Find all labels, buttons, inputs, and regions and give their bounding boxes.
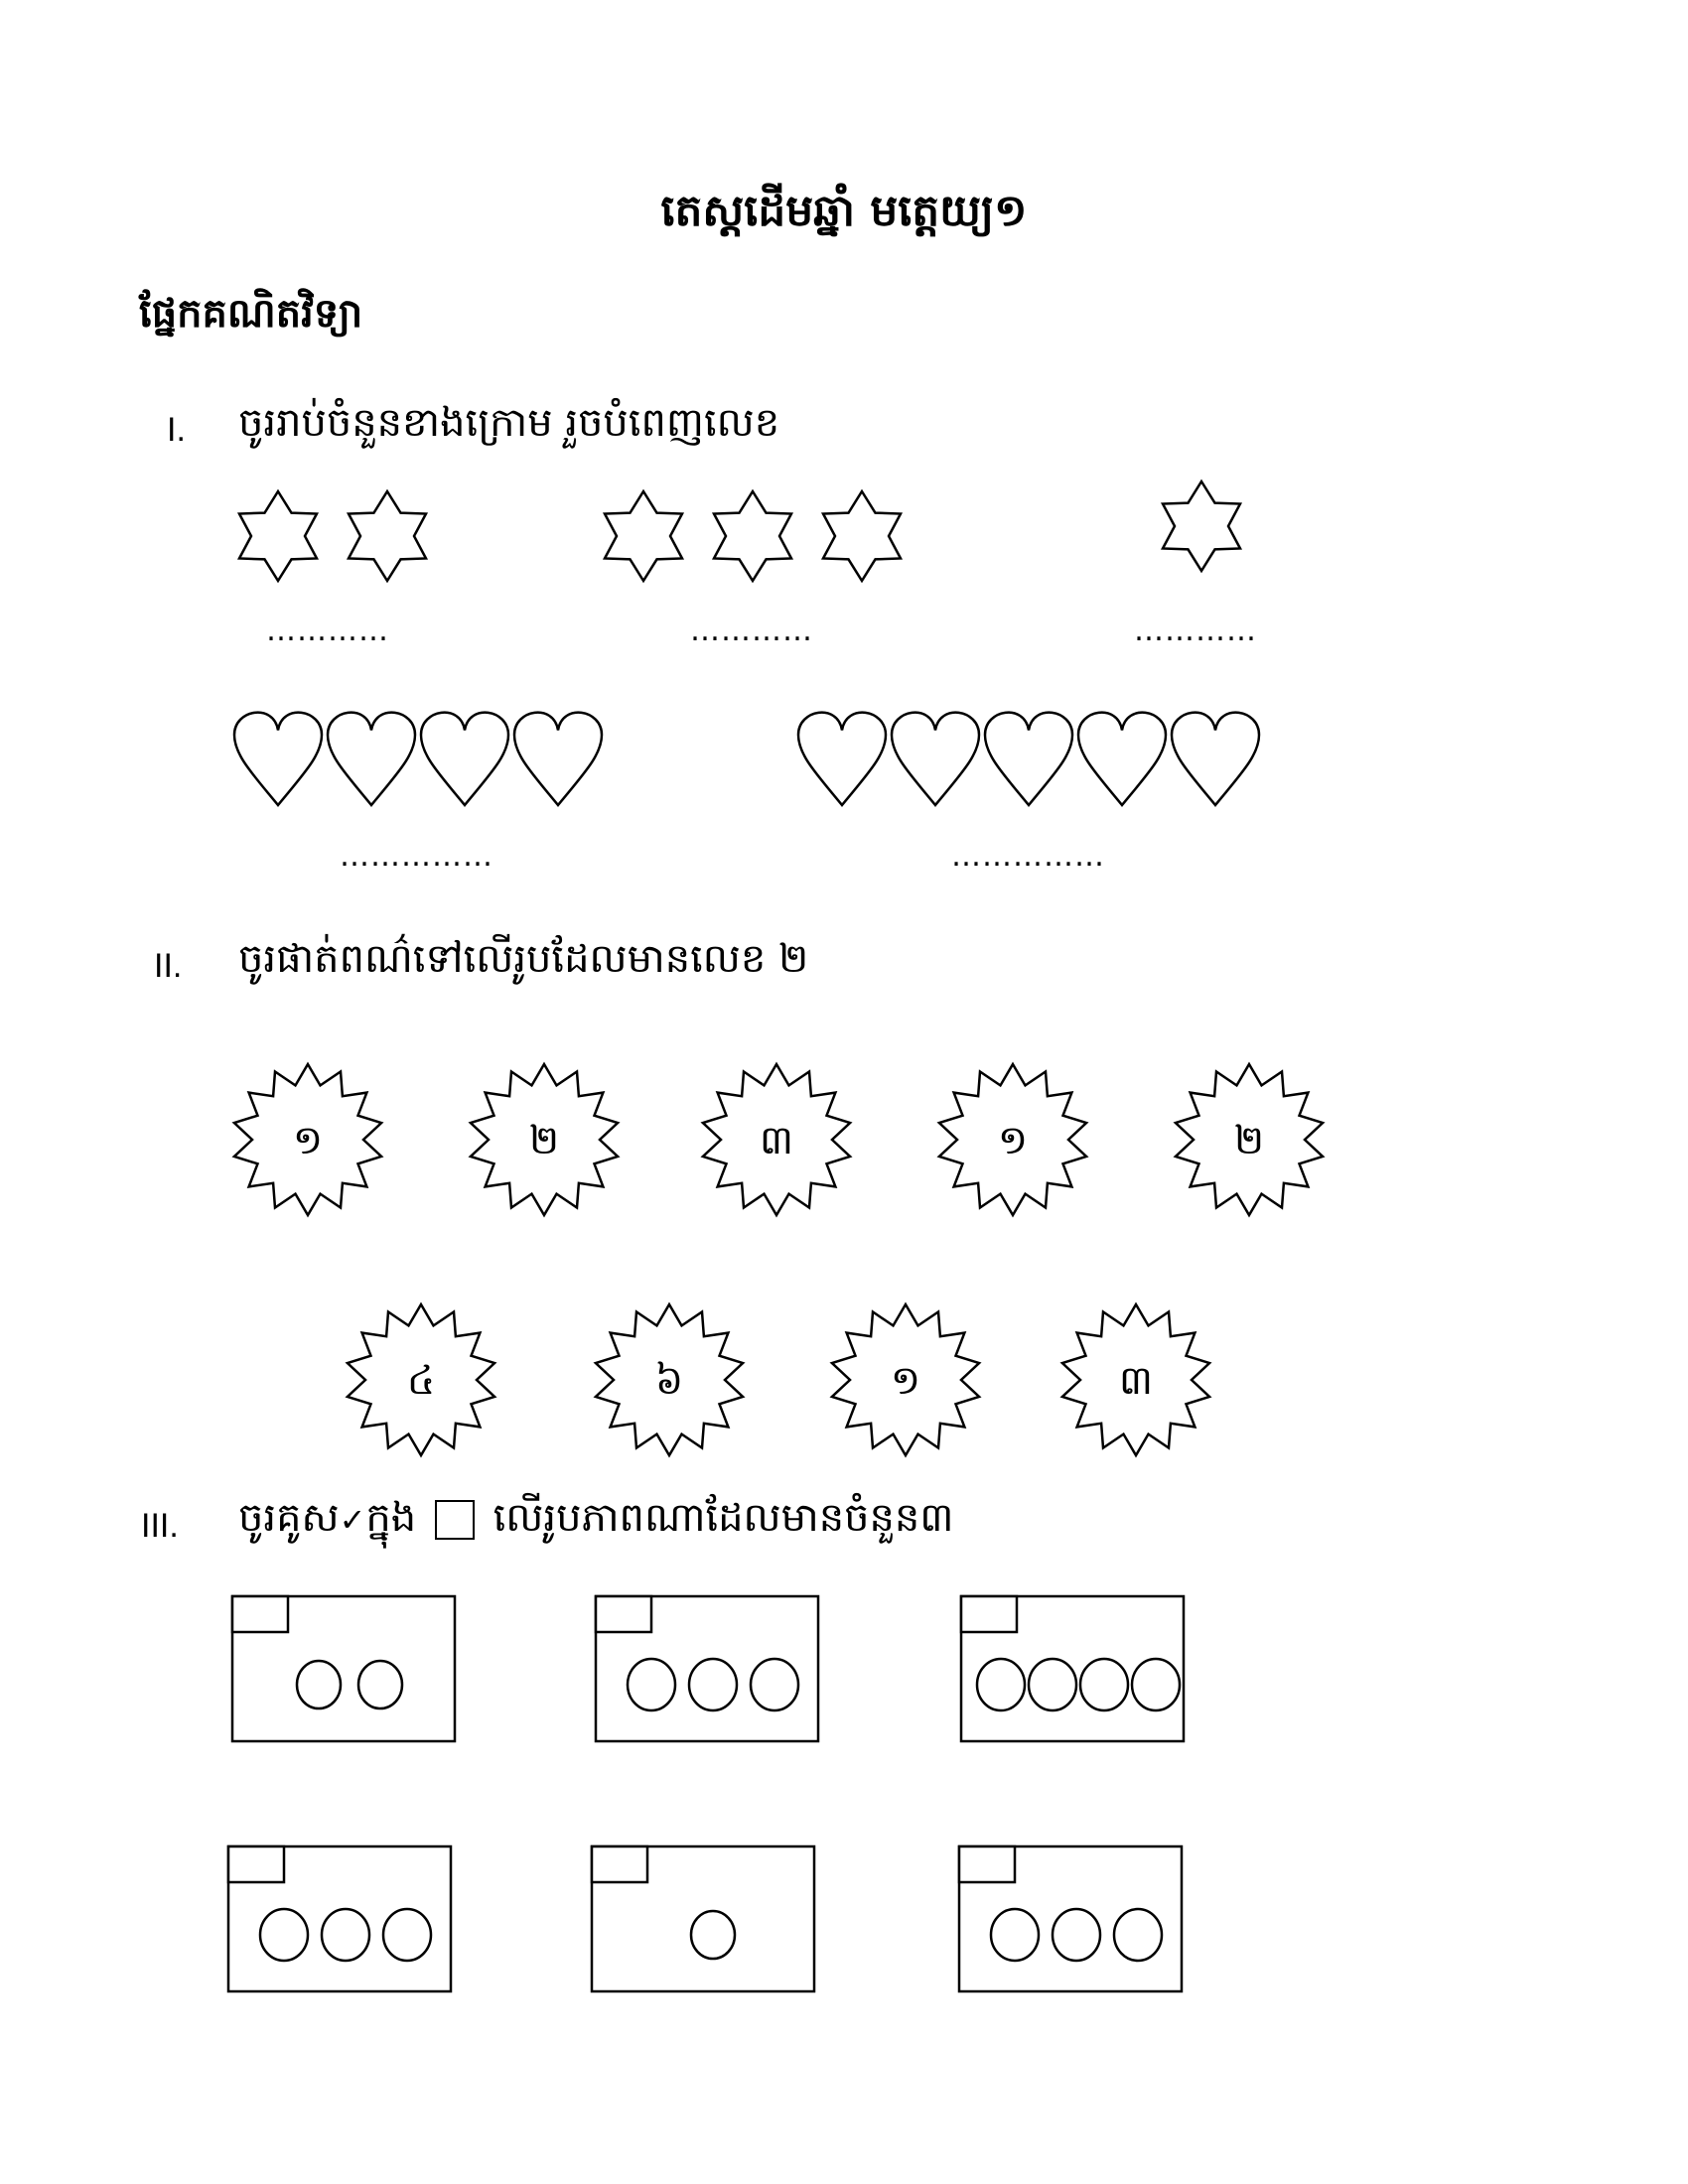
starburst-number: ៣	[759, 1118, 794, 1163]
circle-icon	[628, 1659, 675, 1710]
section-1-instruction: ចូររាប់ចំនួនខាងក្រោម រួចបំពេញលេខ	[238, 400, 780, 446]
section-3-text-before: ចូរគូស	[238, 1495, 340, 1541]
starburst-number: ២	[1233, 1118, 1265, 1163]
section-3-text-after: លើរូបភាពណាដែលមានចំនួន៣	[492, 1495, 954, 1541]
starburst-number: ១	[997, 1118, 1029, 1163]
circle-icon	[1053, 1909, 1100, 1961]
circle-icon	[297, 1661, 341, 1708]
check-mark-glyph: ✓	[339, 1501, 366, 1539]
circle-card	[232, 1596, 455, 1741]
heart-answer-blank-1[interactable]: ……………	[340, 839, 493, 874]
answer-checkbox[interactable]	[232, 1596, 288, 1632]
circle-icon	[322, 1909, 369, 1961]
circle-card	[959, 1846, 1182, 1991]
circle-icon	[260, 1909, 308, 1961]
section-1-number: I.	[167, 411, 186, 449]
circle-icon	[1114, 1909, 1162, 1961]
circle-card	[592, 1846, 814, 1991]
circle-icon	[751, 1659, 798, 1710]
circle-card	[228, 1846, 451, 1991]
star-answer-blank-3[interactable]: …………	[1134, 614, 1257, 648]
heart-answer-blank-2[interactable]: ……………	[951, 839, 1105, 874]
circle-icon	[977, 1659, 1025, 1710]
starburst-number: ១	[292, 1118, 324, 1163]
answer-checkbox[interactable]	[959, 1846, 1015, 1882]
subject-heading: ផ្នែកគណិតវិទ្យា	[139, 291, 363, 337]
answer-checkbox[interactable]	[596, 1596, 651, 1632]
starburst-number: ១	[890, 1358, 921, 1404]
star-answer-blank-1[interactable]: …………	[266, 614, 389, 648]
circle-icon	[1029, 1659, 1076, 1710]
starburst-number: ៤	[406, 1358, 436, 1404]
section-3-text-mid: ក្នុង	[365, 1495, 417, 1541]
section-3-number: III.	[141, 1507, 179, 1545]
star-answer-blank-2[interactable]: …………	[690, 614, 813, 648]
starburst-number: ៣	[1118, 1358, 1154, 1404]
starburst-number: ៦	[654, 1358, 684, 1404]
answer-checkbox[interactable]	[228, 1846, 284, 1882]
circle-icon	[383, 1909, 431, 1961]
section-2-number: II.	[154, 947, 183, 985]
circle-icon	[1080, 1659, 1128, 1710]
starburst-number: ២	[528, 1118, 560, 1163]
answer-checkbox[interactable]	[592, 1846, 647, 1882]
circle-icon	[691, 1911, 735, 1959]
section-2-instruction: ចូរផាត់ពណ៌ទៅលើរូបដែលមានលេខ ២	[238, 936, 809, 982]
circle-icon	[991, 1909, 1039, 1961]
circle-icon	[1132, 1659, 1180, 1710]
circle-icon	[689, 1659, 737, 1710]
circle-icon	[358, 1661, 402, 1708]
circle-card	[961, 1596, 1184, 1741]
circle-card	[596, 1596, 818, 1741]
page-title: តេស្តដើមឆ្នាំ មត្តេយ្យ១	[660, 186, 1028, 236]
answer-checkbox[interactable]	[961, 1596, 1017, 1632]
